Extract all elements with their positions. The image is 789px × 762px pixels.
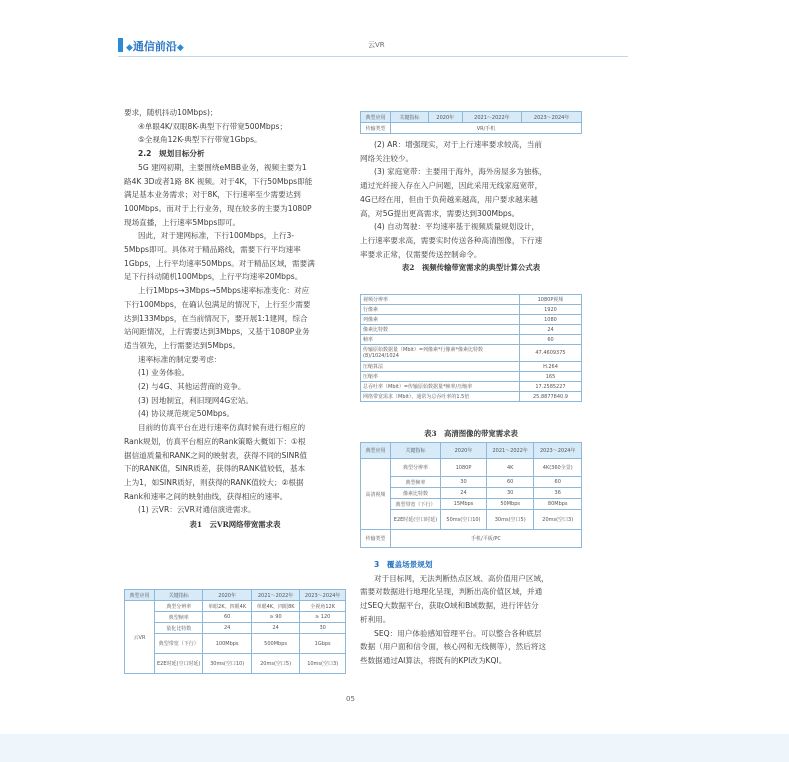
table-cell: 36 (534, 488, 582, 499)
table-header-cell: 典型应用 (361, 443, 391, 459)
table-header-cell: 2023～2024年 (300, 590, 346, 601)
table-cell: 列像素 (361, 315, 520, 325)
table-cell: 4K (486, 459, 534, 477)
body-line: 因此，对于建网标准，下行100Mbps，上行3- (138, 231, 295, 241)
body-line: (1) 云VR：云VR对通信演进需求。 (138, 505, 256, 515)
table-cell: 20ms(空口3) (534, 510, 582, 530)
table-header-cell: 2020年 (203, 590, 251, 601)
header-accent-bar (118, 38, 123, 52)
body-line: 数据（用户面和信令面，核心网和无线侧等），然后将这 (360, 642, 547, 652)
table-1-continued (360, 111, 582, 134)
table-cell: 传输原始数据量（Mbit）=列像素*行像素*像素比特数(8)/1024/1024 (361, 345, 520, 362)
body-line: 足下行抖动随机100Mbps，上行平均速率20Mbps。 (124, 272, 303, 282)
table-cell: 1920 (520, 305, 582, 315)
body-line: 通过光纤接入存在入户问题，因此采用无线家庭宽带， (360, 181, 543, 191)
table-cell: H.264 (520, 362, 582, 372)
table-cell: 典型帧率 (155, 612, 203, 623)
body-line: 速率标准的制定要考虑： (138, 354, 222, 364)
list-item: (1) 业务体验。 (138, 368, 190, 378)
table-cell: 24 (251, 623, 299, 634)
page-number: 05 (346, 695, 355, 703)
table-cell: 4K(360全景) (534, 459, 582, 477)
table-header-cell: 关键指标 (391, 112, 429, 123)
table-cell: 24 (203, 623, 251, 634)
table-header-cell: 2021～2022年 (462, 112, 522, 123)
table-cell: 手机/平板/PC (391, 530, 582, 548)
body-line: 些数据通过AI算法，将既有的KPI改为KQI。 (360, 655, 507, 665)
table-header-cell: 2020年 (441, 443, 487, 459)
table-cell: 云VR (125, 601, 155, 674)
table-cell: E2E时延(空口时延) (391, 510, 441, 530)
table-cell: 165 (520, 372, 582, 382)
body-line: (4) 自动驾驶：平均速率基于视频质量规划设计， (374, 222, 540, 232)
body-line: 上行1Mbps→3Mbps→5Mbps速率标准变化：对应 (138, 286, 310, 296)
table-cell: 像素比特数 (391, 488, 441, 499)
table-cell: 典型带宽（下行） (155, 634, 203, 654)
body-line: 满足基本业务需求；对于8K，下行速率至少需要达到 (124, 190, 301, 200)
left-column (124, 106, 346, 532)
body-line: Rank规划，仿真平台相应的Rank策略大概如下：①根 (124, 436, 306, 446)
table-cell: 60 (520, 335, 582, 345)
right-column-lower (360, 558, 582, 668)
table-cell: 30ms(空口5) (486, 510, 534, 530)
footer-band (0, 734, 789, 762)
table-cell: 压缩算法 (361, 362, 520, 372)
table-2-caption: 表2 视频传输带宽需求的典型计算公式表 (401, 263, 541, 273)
table-cell: 传输类型 (361, 530, 391, 548)
table-cell: ≥ 120 (300, 612, 346, 623)
table-cell: 500Mbps (251, 634, 299, 654)
table-2 (360, 294, 582, 402)
body-line: SEQ：用户体验感知管理平台。可以整合各种底层 (374, 628, 542, 638)
table-cell: 24 (520, 325, 582, 335)
table-cell: 单眼2K，四眼4K (203, 601, 251, 612)
list-item: (3) 因地制宜，利旧现网4G宏站。 (138, 395, 254, 405)
table-cell: 60 (486, 477, 534, 488)
body-line: 析利用。 (360, 614, 391, 624)
table-header-cell: 2023～2024年 (522, 112, 582, 123)
page-header (118, 36, 628, 56)
table-header-cell: 2023～2024年 (534, 443, 582, 459)
body-line: 下行100Mbps，在确认包满足的情况下，上行至少需要 (124, 299, 311, 309)
diamond-icon: ◆ (176, 43, 184, 53)
table-cell: 网络带宽需求（Mbit），通常为总吞吐率的1.5倍 (361, 392, 520, 402)
brand-text: 通信前沿 (132, 40, 177, 53)
table-3-caption: 表3 高清图像的带宽需求表 (424, 429, 518, 438)
table-cell: 24 (441, 488, 487, 499)
body-line: 5Mbps即可。具体对于精品路线，需要下行平均速率 (124, 245, 301, 255)
body-line: 1Gbps，上行平均速率50Mbps。对于精品区域，需要满 (124, 258, 315, 268)
table-cell: 30 (486, 488, 534, 499)
section-heading: 2.2 规划目标分析 (138, 149, 205, 159)
body-line: 过SEQ大数据平台，获取O域和B域数据，进行评估分 (360, 601, 539, 611)
body-line: 现场直播，上行速率5Mbps即可。 (124, 217, 241, 227)
table-cell: 帧率 (361, 335, 520, 345)
body-line: 站间距情况，上行需要达到3Mbps，又基于1080P业务 (124, 327, 310, 337)
table-cell: 全视角12K (300, 601, 346, 612)
table-header-cell: 2021～2022年 (251, 590, 299, 601)
table-header-cell: 关键指标 (391, 443, 441, 459)
body-line: 上行速率要求高，需要实时传送各种高清图像，下行速 (360, 235, 543, 245)
table-cell: 20ms(空口5) (251, 654, 299, 674)
section-heading: 3 覆盖场景规划 (374, 560, 433, 569)
right-column-upper (360, 138, 582, 275)
body-line: 适当领先，上行需要达到5Mbps。 (124, 340, 241, 350)
table-header-cell: 关键指标 (155, 590, 203, 601)
table-cell: 单眼4K，四眼8K (251, 601, 299, 612)
running-topic: 云VR (368, 41, 385, 49)
body-line: 路4K 3D或者1路 8K 视频。对于4K，下行50Mbps即能 (124, 176, 313, 186)
body-line: 上为1，如SINR质好，则获得的RANK值较大；②根据 (124, 477, 304, 487)
body-line: 率要求正常，仅需要传送控制命令。 (360, 249, 482, 259)
table-cell: 传输类型 (361, 123, 391, 134)
body-line: (2) AR：增强现实，对于上行速率要求较高，当前 (374, 140, 542, 149)
table-1-caption: 表1 云VR网络带宽需求表 (189, 520, 281, 530)
body-line: ④单眼4K/双眼8K-典型下行带宽500Mbps； (138, 121, 288, 131)
table-cell: 压缩率 (361, 372, 520, 382)
table-cell: 量化比特数 (155, 623, 203, 634)
table-cell: 50Mbps (486, 499, 534, 510)
list-item: (4) 协议规范规定50Mbps。 (138, 409, 235, 419)
body-line: 对于目标网，无法判断热点区域、高价值用户区域， (374, 573, 549, 583)
table-header-cell: 2020年 (429, 112, 463, 123)
table-header-cell: 2021～2022年 (486, 443, 534, 459)
table-cell: 1Gbps (300, 634, 346, 654)
table-cell: 1080 (520, 315, 582, 325)
table-cell: 视频分辨率 (361, 295, 520, 305)
table-cell: 30 (300, 623, 346, 634)
diamond-icon: ◆ (126, 43, 133, 53)
body-line: 目前的仿真平台在进行速率仿真时候有进行相应的 (138, 423, 306, 433)
body-line: 网络关注较少。 (360, 153, 414, 163)
list-item: (2) 与4G、其他运营商的竞争。 (138, 382, 246, 392)
table-cell: 像素比特数 (361, 325, 520, 335)
table-cell: 典型带宽（下行） (391, 499, 441, 510)
table-cell: 17.2585227 (520, 382, 582, 392)
table-cell: 行像素 (361, 305, 520, 315)
table-cell: 典型分辨率 (391, 459, 441, 477)
table-cell: E2E时延(空口时延) (155, 654, 203, 674)
table-cell: 47.4609375 (520, 345, 582, 362)
table-cell: VR/手机 (391, 123, 582, 134)
table-header-cell: 典型应用 (361, 112, 391, 123)
body-line: Rank和速率之间的映射曲线，获得相应的速率。 (124, 491, 288, 501)
table-cell: 总吞吐率（Mbit）=传输原始数据量*帧率/压缩率 (361, 382, 520, 392)
table-cell: 80Mbps (534, 499, 582, 510)
table-cell: 高清视频 (361, 459, 391, 530)
body-line: 4G已经在用，但由于负荷越来越高，用户要求越来越 (360, 194, 538, 204)
table-cell: 60 (534, 477, 582, 488)
table-cell: 10ms(空口3) (300, 654, 346, 674)
table-cell: 100Mbps (203, 634, 251, 654)
table-cell: ≥ 90 (251, 612, 299, 623)
table-header-cell: 典型应用 (125, 590, 155, 601)
table-1 (124, 589, 346, 674)
table-cell: 30 (441, 477, 487, 488)
table-cell: 15Mbps (441, 499, 487, 510)
journal-brand (126, 38, 184, 54)
table-cell: 60 (203, 612, 251, 623)
body-line: 据信道质量和RANK之间的映射表，获得不同的SINR值 (124, 450, 308, 460)
body-line: 100Mbps。而对于上行业务，现在较多的主要为1080P (124, 203, 312, 213)
table-cell: 1080P (441, 459, 487, 477)
body-line: ⑤全视角12K-典型下行带宽1Gbps。 (138, 135, 262, 145)
table-cell: 典型帧率 (391, 477, 441, 488)
header-rule (118, 56, 628, 57)
body-line: 需要对数据进行地理化呈现，判断出高价值区域，并通 (360, 587, 543, 597)
table-3 (360, 442, 582, 548)
table-cell: 50ms(空口10) (441, 510, 487, 530)
body-line: (3) 家庭宽带：主要用于海外，海外房屋多为独栋， (374, 167, 547, 177)
table-cell: 典型分辨率 (155, 601, 203, 612)
body-line: 要求，随机抖动10Mbps)； (124, 108, 218, 117)
table-cell: 30ms(空口10) (203, 654, 251, 674)
table-cell: 1080P视频 (520, 295, 582, 305)
table-cell: 25.8877840.9 (520, 392, 582, 402)
body-line: 高，对5G提出更高需求，需要达到300Mbps。 (360, 208, 520, 218)
body-line: 达到133Mbps，在当前情况下，要开展1:1建网，综合 (124, 313, 308, 323)
body-line: 5G 建网初期，主要围绕eMBB业务，视频主要为1 (138, 162, 307, 172)
body-line: 下的RANK值，SINR质差，获得的RANK值较低，基本 (124, 464, 306, 474)
